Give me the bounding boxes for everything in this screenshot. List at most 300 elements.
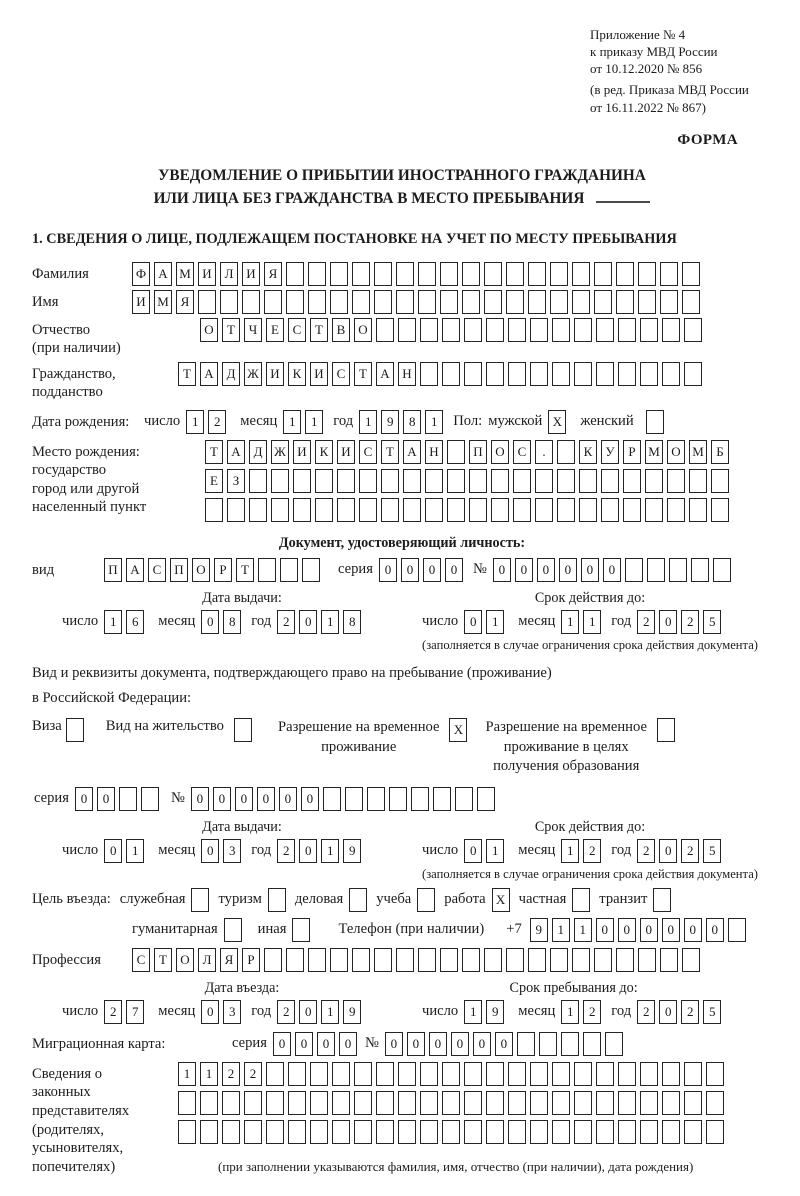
char-box[interactable]: 0 (201, 610, 219, 634)
char-box[interactable]: А (376, 362, 394, 386)
char-box[interactable]: 0 (401, 558, 419, 582)
char-box[interactable]: М (689, 440, 707, 464)
char-box[interactable]: 0 (464, 839, 482, 863)
char-box[interactable] (539, 1032, 557, 1056)
char-box[interactable]: 1 (321, 1000, 339, 1024)
char-box[interactable] (583, 1032, 601, 1056)
char-box[interactable] (464, 1091, 482, 1115)
char-box[interactable] (420, 1120, 438, 1144)
char-box[interactable]: 0 (659, 1000, 677, 1024)
char-box[interactable]: 9 (343, 1000, 361, 1024)
char-box[interactable] (508, 1062, 526, 1086)
sex-female-checkbox[interactable] (646, 410, 664, 434)
char-box[interactable] (552, 318, 570, 342)
char-box[interactable] (616, 262, 634, 286)
char-box[interactable]: 0 (385, 1032, 403, 1056)
char-box[interactable]: 9 (343, 839, 361, 863)
char-box[interactable]: М (645, 440, 663, 464)
char-box[interactable] (398, 1120, 416, 1144)
char-box[interactable] (376, 1120, 394, 1144)
char-box[interactable]: 0 (603, 558, 621, 582)
char-box[interactable]: 1 (126, 839, 144, 863)
char-box[interactable] (330, 948, 348, 972)
char-box[interactable]: 6 (126, 610, 144, 634)
char-box[interactable] (418, 262, 436, 286)
char-box[interactable] (667, 498, 685, 522)
char-box[interactable]: 5 (703, 610, 721, 634)
char-box[interactable] (354, 1120, 372, 1144)
char-box[interactable] (403, 498, 421, 522)
char-box[interactable] (640, 318, 658, 342)
char-box[interactable] (337, 498, 355, 522)
char-box[interactable] (271, 469, 289, 493)
char-box[interactable] (359, 498, 377, 522)
char-box[interactable]: 2 (583, 1000, 601, 1024)
char-box[interactable]: Е (266, 318, 284, 342)
visa-checkbox[interactable] (66, 718, 84, 742)
char-box[interactable]: 0 (423, 558, 441, 582)
char-box[interactable]: 1 (200, 1062, 218, 1086)
char-box[interactable]: 1 (283, 410, 301, 434)
char-box[interactable]: 0 (662, 918, 680, 942)
purpose-other-checkbox[interactable] (292, 918, 310, 942)
char-box[interactable]: А (200, 362, 218, 386)
char-box[interactable]: 3 (223, 1000, 241, 1024)
char-box[interactable] (684, 1062, 702, 1086)
char-box[interactable] (689, 469, 707, 493)
char-box[interactable] (359, 469, 377, 493)
char-box[interactable] (486, 318, 504, 342)
char-box[interactable] (594, 290, 612, 314)
char-box[interactable] (616, 290, 634, 314)
char-box[interactable] (433, 787, 451, 811)
char-box[interactable] (682, 948, 700, 972)
char-box[interactable] (596, 1062, 614, 1086)
char-box[interactable] (398, 1062, 416, 1086)
char-box[interactable]: 0 (301, 787, 319, 811)
char-box[interactable] (660, 290, 678, 314)
char-box[interactable] (376, 1062, 394, 1086)
char-box[interactable] (557, 498, 575, 522)
char-box[interactable] (486, 1120, 504, 1144)
char-box[interactable] (552, 1120, 570, 1144)
char-box[interactable]: О (491, 440, 509, 464)
char-box[interactable]: Л (198, 948, 216, 972)
char-box[interactable] (381, 498, 399, 522)
purpose-business-checkbox[interactable] (349, 888, 367, 912)
char-box[interactable] (513, 469, 531, 493)
char-box[interactable] (420, 1062, 438, 1086)
char-box[interactable] (706, 1120, 724, 1144)
char-box[interactable]: 5 (703, 1000, 721, 1024)
char-box[interactable]: К (315, 440, 333, 464)
char-box[interactable]: 0 (659, 839, 677, 863)
char-box[interactable]: 0 (559, 558, 577, 582)
char-box[interactable] (517, 1032, 535, 1056)
char-box[interactable] (396, 948, 414, 972)
char-box[interactable] (682, 290, 700, 314)
char-box[interactable] (682, 262, 700, 286)
char-box[interactable] (381, 469, 399, 493)
char-box[interactable] (662, 362, 680, 386)
char-box[interactable] (249, 469, 267, 493)
char-box[interactable] (574, 1120, 592, 1144)
char-box[interactable] (601, 469, 619, 493)
char-box[interactable]: 0 (201, 839, 219, 863)
char-box[interactable] (462, 948, 480, 972)
char-box[interactable]: 1 (561, 839, 579, 863)
char-box[interactable]: 1 (425, 410, 443, 434)
char-box[interactable] (462, 290, 480, 314)
char-box[interactable]: 0 (299, 1000, 317, 1024)
char-box[interactable] (486, 362, 504, 386)
char-box[interactable]: 0 (75, 787, 93, 811)
char-box[interactable] (442, 362, 460, 386)
char-box[interactable]: Ж (244, 362, 262, 386)
char-box[interactable] (352, 290, 370, 314)
char-box[interactable] (374, 262, 392, 286)
char-box[interactable] (557, 440, 575, 464)
char-box[interactable] (323, 787, 341, 811)
char-box[interactable]: 0 (104, 839, 122, 863)
char-box[interactable]: Т (310, 318, 328, 342)
char-box[interactable] (264, 290, 282, 314)
char-box[interactable] (477, 787, 495, 811)
purpose-humanitarian-checkbox[interactable] (224, 918, 242, 942)
char-box[interactable] (618, 362, 636, 386)
char-box[interactable] (222, 1091, 240, 1115)
char-box[interactable]: 1 (486, 610, 504, 634)
char-box[interactable]: 1 (305, 410, 323, 434)
char-box[interactable] (574, 1091, 592, 1115)
char-box[interactable]: 0 (515, 558, 533, 582)
char-box[interactable] (286, 948, 304, 972)
char-box[interactable]: 1 (561, 1000, 579, 1024)
purpose-transit-checkbox[interactable] (653, 888, 671, 912)
char-box[interactable]: С (359, 440, 377, 464)
char-box[interactable]: И (293, 440, 311, 464)
char-box[interactable] (638, 262, 656, 286)
char-box[interactable] (552, 1062, 570, 1086)
char-box[interactable] (464, 1120, 482, 1144)
char-box[interactable] (227, 498, 245, 522)
char-box[interactable]: 2 (104, 1000, 122, 1024)
char-box[interactable] (640, 1091, 658, 1115)
char-box[interactable] (506, 948, 524, 972)
char-box[interactable]: 1 (583, 610, 601, 634)
char-box[interactable] (315, 498, 333, 522)
char-box[interactable]: И (198, 262, 216, 286)
char-box[interactable] (528, 948, 546, 972)
char-box[interactable]: М (176, 262, 194, 286)
char-box[interactable] (286, 262, 304, 286)
char-box[interactable]: 0 (581, 558, 599, 582)
char-box[interactable]: 8 (403, 410, 421, 434)
char-box[interactable]: 3 (223, 839, 241, 863)
char-box[interactable]: Я (176, 290, 194, 314)
char-box[interactable] (178, 1120, 196, 1144)
char-box[interactable]: Т (178, 362, 196, 386)
char-box[interactable] (616, 948, 634, 972)
char-box[interactable] (266, 1120, 284, 1144)
char-box[interactable] (508, 1120, 526, 1144)
char-box[interactable] (572, 948, 590, 972)
char-box[interactable]: 0 (596, 918, 614, 942)
char-box[interactable] (662, 1062, 680, 1086)
char-box[interactable] (535, 469, 553, 493)
char-box[interactable] (506, 290, 524, 314)
char-box[interactable] (605, 1032, 623, 1056)
char-box[interactable] (623, 469, 641, 493)
char-box[interactable] (506, 262, 524, 286)
purpose-tourism-checkbox[interactable] (268, 888, 286, 912)
char-box[interactable] (455, 787, 473, 811)
char-box[interactable] (310, 1091, 328, 1115)
char-box[interactable] (308, 262, 326, 286)
char-box[interactable]: Н (398, 362, 416, 386)
char-box[interactable]: Е (205, 469, 223, 493)
char-box[interactable] (684, 318, 702, 342)
char-box[interactable] (711, 498, 729, 522)
purpose-private-checkbox[interactable] (572, 888, 590, 912)
char-box[interactable]: А (403, 440, 421, 464)
char-box[interactable]: Т (222, 318, 240, 342)
char-box[interactable] (728, 918, 746, 942)
char-box[interactable] (552, 1091, 570, 1115)
char-box[interactable] (396, 262, 414, 286)
char-box[interactable] (706, 1091, 724, 1115)
char-box[interactable]: 2 (277, 839, 295, 863)
char-box[interactable]: 1 (186, 410, 204, 434)
char-box[interactable] (337, 469, 355, 493)
char-box[interactable] (579, 498, 597, 522)
char-box[interactable]: С (148, 558, 166, 582)
char-box[interactable] (596, 362, 614, 386)
char-box[interactable]: И (132, 290, 150, 314)
char-box[interactable]: 0 (295, 1032, 313, 1056)
purpose-official-checkbox[interactable] (191, 888, 209, 912)
char-box[interactable] (222, 1120, 240, 1144)
char-box[interactable]: 0 (464, 610, 482, 634)
char-box[interactable]: Д (249, 440, 267, 464)
char-box[interactable]: И (337, 440, 355, 464)
char-box[interactable] (684, 1120, 702, 1144)
char-box[interactable] (398, 1091, 416, 1115)
char-box[interactable]: К (288, 362, 306, 386)
char-box[interactable] (403, 469, 421, 493)
char-box[interactable] (376, 318, 394, 342)
char-box[interactable]: 0 (299, 610, 317, 634)
char-box[interactable] (198, 290, 216, 314)
char-box[interactable] (596, 1120, 614, 1144)
char-box[interactable] (572, 262, 590, 286)
char-box[interactable]: 1 (574, 918, 592, 942)
char-box[interactable] (552, 362, 570, 386)
char-box[interactable] (601, 498, 619, 522)
char-box[interactable]: П (104, 558, 122, 582)
char-box[interactable] (178, 1091, 196, 1115)
char-box[interactable] (418, 290, 436, 314)
char-box[interactable]: 1 (561, 610, 579, 634)
char-box[interactable]: А (227, 440, 245, 464)
char-box[interactable] (447, 469, 465, 493)
char-box[interactable] (440, 948, 458, 972)
char-box[interactable] (469, 498, 487, 522)
char-box[interactable]: 1 (321, 610, 339, 634)
char-box[interactable]: 1 (552, 918, 570, 942)
char-box[interactable]: 2 (208, 410, 226, 434)
char-box[interactable]: О (176, 948, 194, 972)
char-box[interactable]: Т (154, 948, 172, 972)
char-box[interactable]: 0 (299, 839, 317, 863)
char-box[interactable]: О (200, 318, 218, 342)
char-box[interactable]: 2 (637, 610, 655, 634)
char-box[interactable]: 0 (339, 1032, 357, 1056)
char-box[interactable] (464, 318, 482, 342)
residence-permit-checkbox[interactable] (234, 718, 252, 742)
char-box[interactable] (310, 1120, 328, 1144)
char-box[interactable]: 1 (104, 610, 122, 634)
char-box[interactable]: С (132, 948, 150, 972)
char-box[interactable] (618, 1091, 636, 1115)
char-box[interactable] (332, 1062, 350, 1086)
char-box[interactable]: 0 (445, 558, 463, 582)
char-box[interactable]: 2 (583, 839, 601, 863)
char-box[interactable]: 0 (235, 787, 253, 811)
char-box[interactable]: 9 (486, 1000, 504, 1024)
char-box[interactable] (596, 318, 614, 342)
char-box[interactable]: Ч (244, 318, 262, 342)
char-box[interactable] (266, 1062, 284, 1086)
char-box[interactable]: Я (264, 262, 282, 286)
char-box[interactable]: 2 (637, 839, 655, 863)
char-box[interactable] (264, 948, 282, 972)
char-box[interactable] (469, 469, 487, 493)
char-box[interactable] (442, 1120, 460, 1144)
char-box[interactable] (528, 262, 546, 286)
char-box[interactable] (315, 469, 333, 493)
char-box[interactable] (574, 362, 592, 386)
char-box[interactable]: О (192, 558, 210, 582)
char-box[interactable] (484, 290, 502, 314)
char-box[interactable]: М (154, 290, 172, 314)
char-box[interactable] (508, 318, 526, 342)
char-box[interactable] (484, 948, 502, 972)
char-box[interactable] (200, 1120, 218, 1144)
char-box[interactable]: 2 (277, 1000, 295, 1024)
char-box[interactable] (530, 318, 548, 342)
char-box[interactable] (647, 558, 665, 582)
char-box[interactable]: В (332, 318, 350, 342)
char-box[interactable]: 2 (681, 839, 699, 863)
char-box[interactable] (288, 1062, 306, 1086)
char-box[interactable] (442, 1091, 460, 1115)
char-box[interactable]: 1 (359, 410, 377, 434)
char-box[interactable] (464, 1062, 482, 1086)
char-box[interactable]: Т (381, 440, 399, 464)
char-box[interactable] (484, 262, 502, 286)
char-box[interactable] (669, 558, 687, 582)
char-box[interactable] (645, 469, 663, 493)
char-box[interactable] (662, 1091, 680, 1115)
char-box[interactable] (486, 1062, 504, 1086)
char-box[interactable] (420, 362, 438, 386)
char-box[interactable]: 0 (279, 787, 297, 811)
char-box[interactable]: 0 (317, 1032, 335, 1056)
char-box[interactable] (374, 290, 392, 314)
char-box[interactable] (354, 1091, 372, 1115)
char-box[interactable]: 0 (379, 558, 397, 582)
char-box[interactable] (442, 318, 460, 342)
char-box[interactable]: 0 (537, 558, 555, 582)
char-box[interactable] (242, 290, 260, 314)
char-box[interactable] (528, 290, 546, 314)
char-box[interactable] (462, 262, 480, 286)
char-box[interactable]: 9 (381, 410, 399, 434)
char-box[interactable] (249, 498, 267, 522)
purpose-work-checkbox[interactable]: X (492, 888, 510, 912)
char-box[interactable] (667, 469, 685, 493)
char-box[interactable] (293, 498, 311, 522)
char-box[interactable]: У (601, 440, 619, 464)
char-box[interactable] (618, 1062, 636, 1086)
char-box[interactable]: И (310, 362, 328, 386)
char-box[interactable] (389, 787, 407, 811)
char-box[interactable]: П (469, 440, 487, 464)
char-box[interactable]: Т (205, 440, 223, 464)
char-box[interactable] (594, 948, 612, 972)
char-box[interactable]: 1 (464, 1000, 482, 1024)
char-box[interactable] (550, 290, 568, 314)
char-box[interactable] (638, 948, 656, 972)
char-box[interactable] (447, 498, 465, 522)
char-box[interactable] (440, 290, 458, 314)
char-box[interactable] (623, 498, 641, 522)
char-box[interactable] (713, 558, 731, 582)
char-box[interactable] (244, 1120, 262, 1144)
sex-male-checkbox[interactable]: X (548, 410, 566, 434)
char-box[interactable] (271, 498, 289, 522)
char-box[interactable]: 1 (321, 839, 339, 863)
char-box[interactable] (508, 362, 526, 386)
char-box[interactable] (550, 948, 568, 972)
char-box[interactable] (706, 1062, 724, 1086)
char-box[interactable] (640, 362, 658, 386)
char-box[interactable] (286, 290, 304, 314)
char-box[interactable] (425, 498, 443, 522)
char-box[interactable] (447, 440, 465, 464)
edu-residence-permit-checkbox[interactable] (657, 718, 675, 742)
char-box[interactable] (640, 1062, 658, 1086)
char-box[interactable]: Н (425, 440, 443, 464)
char-box[interactable] (662, 318, 680, 342)
char-box[interactable] (579, 469, 597, 493)
char-box[interactable]: 1 (486, 839, 504, 863)
char-box[interactable] (302, 558, 320, 582)
char-box[interactable] (684, 362, 702, 386)
char-box[interactable] (508, 1091, 526, 1115)
char-box[interactable]: 2 (222, 1062, 240, 1086)
char-box[interactable]: Б (711, 440, 729, 464)
purpose-study-checkbox[interactable] (417, 888, 435, 912)
char-box[interactable]: А (154, 262, 172, 286)
char-box[interactable] (618, 1120, 636, 1144)
char-box[interactable]: 0 (493, 558, 511, 582)
char-box[interactable] (420, 318, 438, 342)
char-box[interactable] (530, 362, 548, 386)
char-box[interactable]: К (579, 440, 597, 464)
char-box[interactable] (374, 948, 392, 972)
